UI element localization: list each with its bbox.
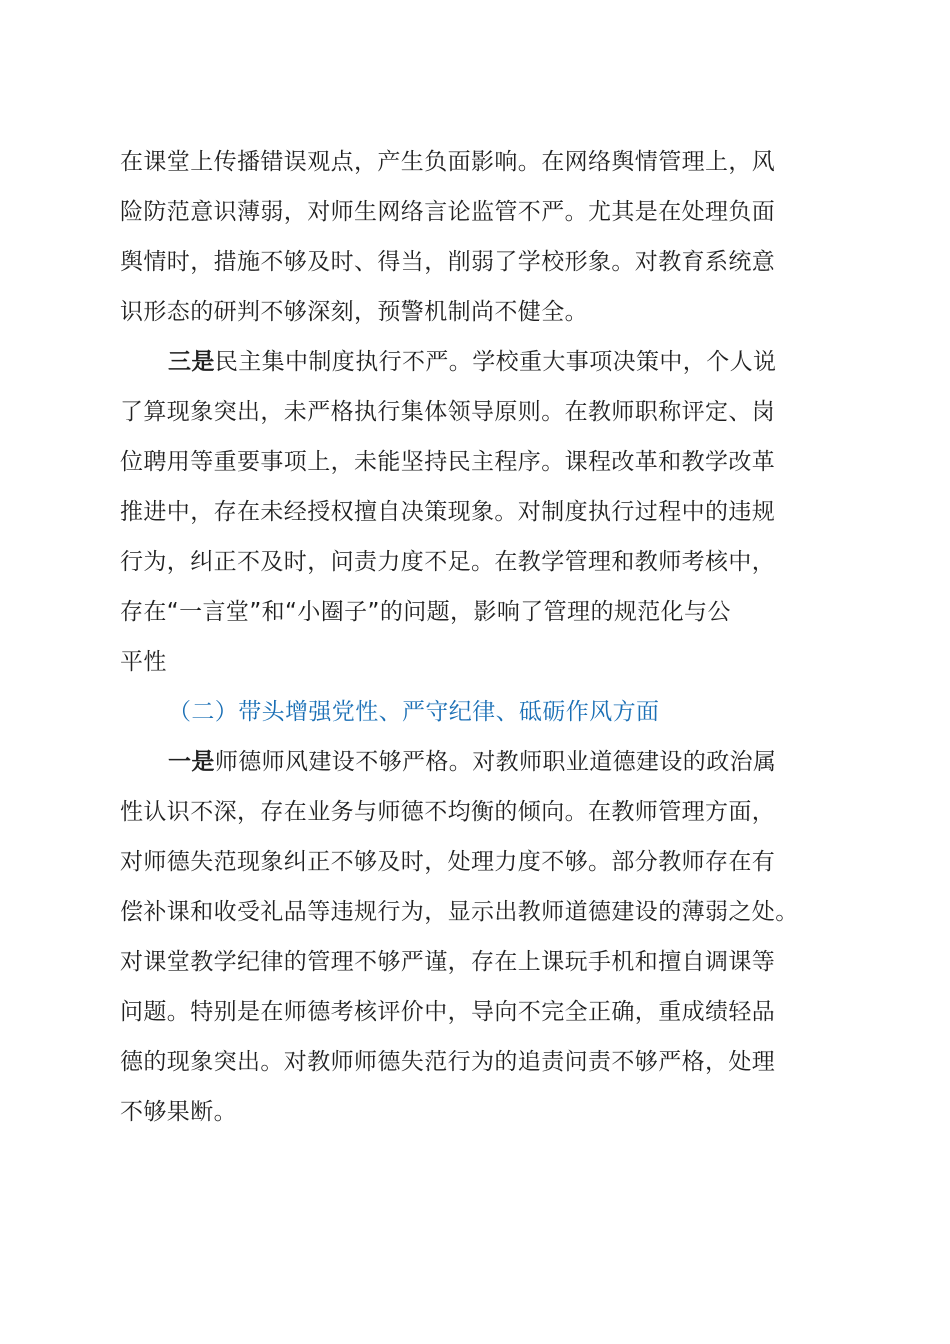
- paragraph-first-line: [168, 747, 878, 777]
- section-heading: （二）带头增强党性、严守纪律、砥砺作风方面: [168, 699, 660, 725]
- paragraph-line: 识形态的研判不够深刻，预警机制尚不健全。: [120, 299, 588, 325]
- paragraph-text: 师德师风建设不够严格。对教师职业道德建设的政治属: [214, 749, 777, 775]
- paragraph-line: 位聘用等重要事项上，未能坚持民主程序。课程改革和教学改革: [120, 449, 776, 475]
- paragraph-line: 了算现象突出，未严格执行集体领导原则。在教师职称评定、岗: [120, 399, 776, 425]
- paragraph-line: 性认识不深，存在业务与师德不均衡的倾向。在教师管理方面，: [120, 799, 776, 825]
- paragraph-line: 对课堂教学纪律的管理不够严谨，存在上课玩手机和擅自调课等: [120, 949, 776, 975]
- paragraph-first-line: [168, 347, 878, 377]
- paragraph-line: 推进中，存在未经授权擅自决策现象。对制度执行过程中的违规: [120, 499, 776, 525]
- paragraph-text: 民主集中制度执行不严。学校重大事项决策中，个人说: [214, 349, 777, 375]
- paragraph-line: 行为，纠正不及时，问责力度不足。在教学管理和教师考核中，: [120, 549, 776, 575]
- paragraph-line: 在课堂上传播错误观点，产生负面影响。在网络舆情管理上，风: [120, 149, 776, 175]
- paragraph-line: 偿补课和收受礼品等违规行为，显示出教师道德建设的薄弱之处。: [120, 899, 799, 925]
- paragraph-lead: 一是: [168, 749, 215, 775]
- paragraph-line: 德的现象突出。对教师师德失范行为的追责问责不够严格，处理: [120, 1049, 776, 1075]
- paragraph-line: 险防范意识薄弱，对师生网络言论监管不严。尤其是在处理负面: [120, 199, 776, 225]
- paragraph-line: 不够果断。: [120, 1099, 237, 1125]
- paragraph-line: 问题。特别是在师德考核评价中，导向不完全正确，重成绩轻品: [120, 999, 776, 1025]
- paragraph-line: 对师德失范现象纠正不够及时，处理力度不够。部分教师存在有: [120, 849, 776, 875]
- paragraph-line: 平性: [120, 649, 167, 675]
- paragraph-line: 舆情时，措施不够及时、得当，削弱了学校形象。对教育系统意: [120, 249, 776, 275]
- paragraph-lead: 三是: [168, 349, 215, 375]
- paragraph-line: 存在“一言堂”和“小圈子”的问题，影响了管理的规范化与公: [120, 599, 731, 625]
